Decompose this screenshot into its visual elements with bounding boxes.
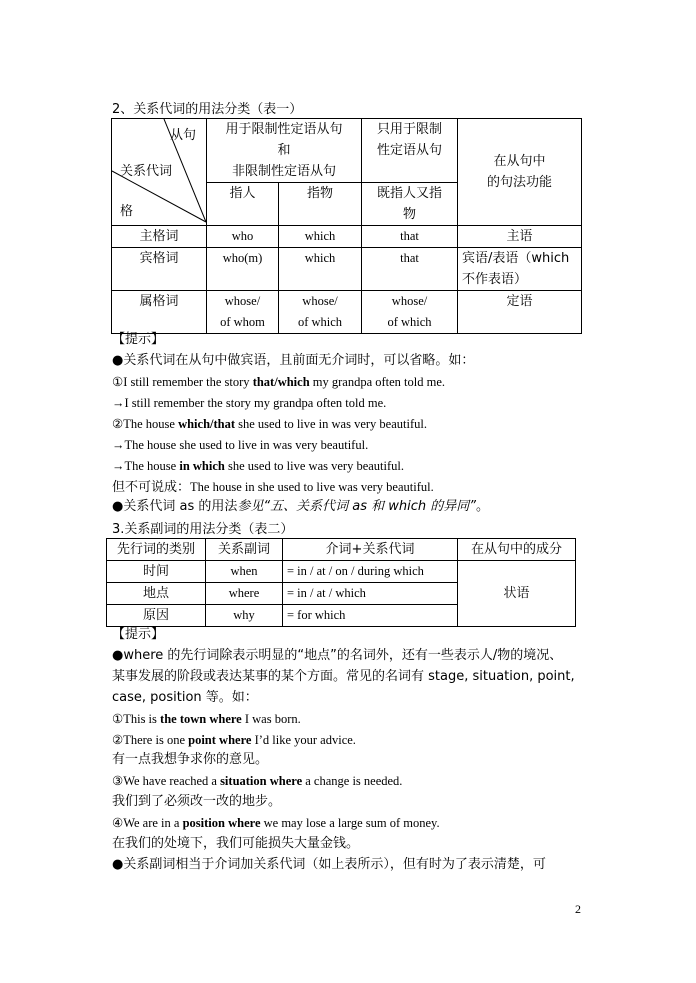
relative-pronoun-table	[111, 118, 582, 334]
corner-bottom-label: 格	[120, 204, 134, 219]
relative-adverb-table	[106, 538, 576, 627]
tip2-e2-zh: 有一点我想争求你的意见。	[112, 752, 269, 767]
tip1-heading: 【提示】	[112, 332, 165, 347]
tip1-bullet1: ●关系代词在从句中做宾语，且前面无介词时，可以省略。如：	[112, 353, 475, 368]
table-row: 属格词 whose/ of whom whose/ of which whose/ of which 定语	[112, 291, 582, 334]
section-2-title: 2、关系代词的用法分类（表一）	[112, 102, 303, 117]
page-number: 2	[575, 902, 581, 916]
tip2-e1: ①This is the town where I was born.	[112, 712, 301, 726]
tip1-ex2: ②The house which/that she used to live in was very beautiful.	[112, 417, 427, 431]
header-only-restrictive: 只用于限制 性定语从句	[362, 119, 458, 183]
header-function: 在从句中 的句法功能	[458, 119, 582, 226]
corner-cell	[112, 119, 207, 226]
tip1-ex1: ①I still remember the story that/which my grandpa often told me.	[112, 375, 446, 389]
tip2-p1-line2: 某事发展的阶段或表达某事的某个方面。常见的名词有 stage, situation, point,	[112, 669, 575, 684]
table-row: 原因 why = for which	[107, 605, 576, 627]
t2-header-role: 在从句中的成分	[458, 539, 576, 561]
tip2-heading: 【提示】	[112, 627, 165, 642]
tip2-p1-line1: ●where 的先行词除表示明显的“地点”的名词外，还有一些表示人/物的境况、	[112, 648, 563, 663]
tip2-e4: ④We are in a position where we may lose a large sum of money.	[112, 816, 440, 830]
t2-header-prep: 介词+关系代词	[283, 539, 458, 561]
tip1-bullet2: ●关系代词 as 的用法参见“五、关系代词 as 和 which 的异同”。	[112, 499, 489, 514]
t2-header-cat: 先行词的类别	[107, 539, 206, 561]
table-row: 主格词 who which that 主语	[112, 226, 582, 248]
tip2-e2: ②There is one point where I’d like your advice.	[112, 733, 356, 747]
tip1-ex1b: →I still remember the story my grandpa often told me.	[112, 396, 387, 410]
header-restrictive: 用于限制性定语从句 和 非限制性定语从句	[207, 119, 362, 183]
t2-header-adv: 关系副词	[206, 539, 283, 561]
corner-top-label: 从句	[170, 128, 197, 143]
sub-thing: 指物	[279, 183, 362, 226]
tip2-e4-zh: 在我们的处境下，我们可能损失大量金钱。	[112, 836, 360, 851]
tip2-p2: ●关系副词相当于介词加关系代词（如上表所示），但有时为了表示清楚，可	[112, 857, 546, 872]
tip1-cannot: 但不可说成：The house in she used to live was very beautiful.	[112, 480, 434, 495]
section-3-title: 3.关系副词的用法分类（表二）	[112, 522, 294, 537]
tip2-e3: ③We have reached a situation where a change is needed.	[112, 774, 403, 788]
table-row: 宾格词 who(m) which that 宾语/表语（which 不作表语）	[112, 248, 582, 291]
corner-mid-label: 关系代词	[120, 164, 173, 179]
table-row: 地点 where = in / at / which	[107, 583, 576, 605]
table-row: 时间 when = in / at / on / during which 状语	[107, 561, 576, 583]
sub-person: 指人	[207, 183, 279, 226]
tip2-p1-line3: case, position 等。如：	[112, 690, 258, 705]
t2-role-cell: 状语	[458, 561, 576, 627]
tip2-e3-zh: 我们到了必须改一改的地步。	[112, 794, 282, 809]
tip1-ex2b: →The house she used to live in was very beautiful.	[112, 438, 369, 452]
sub-both: 既指人又指 物	[362, 183, 458, 226]
tip1-ex2c: →The house in which she used to live was very beautiful.	[112, 459, 404, 473]
